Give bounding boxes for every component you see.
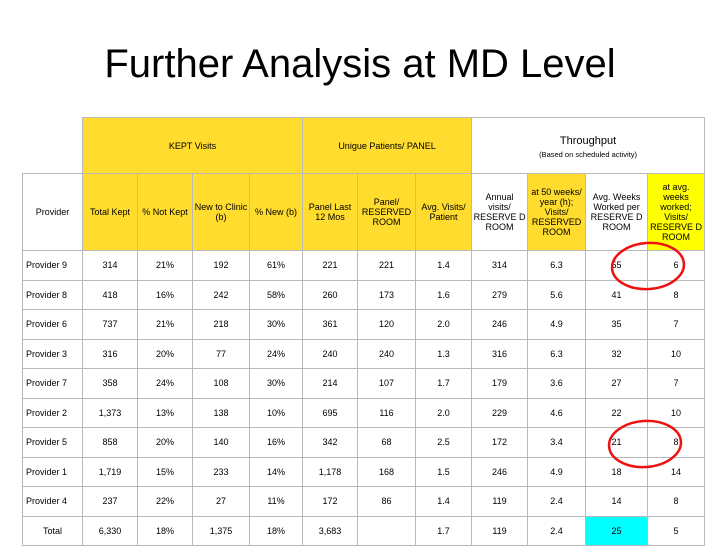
table-cell: 116 (358, 398, 416, 428)
group-throughput (472, 118, 705, 174)
table-cell: 1,178 (303, 457, 358, 487)
table-cell: 41 (586, 280, 648, 310)
col-header-pct-not-kept: % Not Kept (138, 174, 193, 251)
table-cell: 342 (303, 428, 358, 458)
table-cell: 737 (83, 310, 138, 340)
table-cell: 13% (138, 398, 193, 428)
table-cell: 20% (138, 428, 193, 458)
table-cell: 168 (358, 457, 416, 487)
table-cell: 61% (250, 251, 303, 281)
table-cell: 24% (138, 369, 193, 399)
throughput-title: Throughput (559, 134, 617, 147)
table-cell: 4.9 (528, 457, 586, 487)
table-cell: 7 (648, 369, 705, 399)
table-cell: 233 (193, 457, 250, 487)
table-row (23, 428, 705, 458)
total-cell: 18% (250, 516, 303, 546)
table-cell: 22 (586, 398, 648, 428)
table-cell: 18 (586, 457, 648, 487)
col-header-at-avg-weeks: at avg. weeks worked; Visits/ RESERVE D ROOM (648, 174, 705, 251)
table-cell: 218 (193, 310, 250, 340)
table-cell: 3.6 (528, 369, 586, 399)
group-unique-patients-panel: Unigue Patients/ PANEL (303, 118, 472, 174)
total-cell: 1,375 (193, 516, 250, 546)
table-cell: 4.9 (528, 310, 586, 340)
provider-cell: Provider 9 (23, 251, 83, 281)
table-cell: 68 (358, 428, 416, 458)
table-cell: 6 (648, 251, 705, 281)
table-cell: 240 (358, 339, 416, 369)
analysis-table-wrap (22, 117, 704, 546)
group-header-row (23, 118, 705, 174)
provider-cell: Provider 5 (23, 428, 83, 458)
table-cell: 120 (358, 310, 416, 340)
table-cell: 8 (648, 280, 705, 310)
table-cell: 2.0 (416, 398, 472, 428)
table-row (23, 310, 705, 340)
table-cell: 21% (138, 251, 193, 281)
col-header-panel-last-12: Panel Last 12 Mos (303, 174, 358, 251)
table-cell: 14 (586, 487, 648, 517)
table-cell: 6.3 (528, 251, 586, 281)
col-header-annual-visits: Annual visits/ RESERVE D ROOM (472, 174, 528, 251)
table-cell: 240 (303, 339, 358, 369)
provider-cell: Provider 8 (23, 280, 83, 310)
table-cell: 21% (138, 310, 193, 340)
table-cell: 86 (358, 487, 416, 517)
table-cell: 1.4 (416, 487, 472, 517)
table-cell: 172 (303, 487, 358, 517)
table-cell: 14% (250, 457, 303, 487)
table-cell: 108 (193, 369, 250, 399)
table-cell: 221 (303, 251, 358, 281)
throughput-subtitle: (Based on scheduled activity) (539, 149, 638, 159)
table-cell: 16% (138, 280, 193, 310)
table-row (23, 251, 705, 281)
table-cell: 11% (250, 487, 303, 517)
table-cell: 24% (250, 339, 303, 369)
table-cell: 27 (193, 487, 250, 517)
table-cell: 1.6 (416, 280, 472, 310)
corner-cell (23, 118, 83, 174)
table-row (23, 457, 705, 487)
table-cell: 77 (193, 339, 250, 369)
table-cell: 4.6 (528, 398, 586, 428)
table-cell: 1.7 (416, 369, 472, 399)
total-cell: 6,330 (83, 516, 138, 546)
table-cell: 173 (358, 280, 416, 310)
table-cell: 15% (138, 457, 193, 487)
table-row (23, 339, 705, 369)
column-header-row (23, 174, 705, 251)
col-header-provider: Provider (23, 174, 83, 251)
table-cell: 246 (472, 310, 528, 340)
table-cell: 20% (138, 339, 193, 369)
table-row (23, 280, 705, 310)
table-cell: 30% (250, 369, 303, 399)
page-title: Further Analysis at MD Level (104, 42, 616, 86)
col-header-total-kept: Total Kept (83, 174, 138, 251)
table-cell: 27 (586, 369, 648, 399)
table-cell: 1.5 (416, 457, 472, 487)
table-cell: 8 (648, 487, 705, 517)
table-cell: 214 (303, 369, 358, 399)
table-cell: 242 (193, 280, 250, 310)
table-cell: 3.4 (528, 428, 586, 458)
table-cell: 55 (586, 251, 648, 281)
table-cell: 358 (83, 369, 138, 399)
col-header-avg-weeks: Avg. Weeks Worked per RESERVE D ROOM (586, 174, 648, 251)
col-header-new-to-clinic: New to Clinic (b) (193, 174, 250, 251)
table-cell: 2.0 (416, 310, 472, 340)
table-cell: 361 (303, 310, 358, 340)
col-header-avg-visits: Avg. Visits/ Patient (416, 174, 472, 251)
table-cell: 316 (83, 339, 138, 369)
provider-cell: Provider 1 (23, 457, 83, 487)
table-cell: 418 (83, 280, 138, 310)
table-cell: 316 (472, 339, 528, 369)
col-header-panel-per-room: Panel/ RESERVED ROOM (358, 174, 416, 251)
total-cell: 1.7 (416, 516, 472, 546)
total-cell: 2.4 (528, 516, 586, 546)
table-cell: 119 (472, 487, 528, 517)
table-cell: 2.5 (416, 428, 472, 458)
col-header-pct-new: % New (b) (250, 174, 303, 251)
analysis-table (22, 117, 705, 546)
total-cell-highlighted: 25 (586, 516, 648, 546)
total-cell: 119 (472, 516, 528, 546)
total-row (23, 516, 705, 546)
table-cell: 1,719 (83, 457, 138, 487)
table-cell: 22% (138, 487, 193, 517)
table-cell: 5.6 (528, 280, 586, 310)
table-cell: 138 (193, 398, 250, 428)
table-cell: 32 (586, 339, 648, 369)
col-header-50-weeks: at 50 weeks/ year (h); Visits/ RESERVED ROOM (528, 174, 586, 251)
total-cell: 18% (138, 516, 193, 546)
table-row (23, 398, 705, 428)
table-row (23, 369, 705, 399)
table-cell: 2.4 (528, 487, 586, 517)
table-cell: 16% (250, 428, 303, 458)
group-kept-visits: KEPT Visits (83, 118, 303, 174)
table-cell: 58% (250, 280, 303, 310)
table-cell: 858 (83, 428, 138, 458)
provider-cell: Provider 6 (23, 310, 83, 340)
table-cell: 10% (250, 398, 303, 428)
table-cell: 179 (472, 369, 528, 399)
table-cell: 107 (358, 369, 416, 399)
table-cell: 172 (472, 428, 528, 458)
table-cell: 246 (472, 457, 528, 487)
total-cell (358, 516, 416, 546)
table-cell: 314 (83, 251, 138, 281)
table-cell: 140 (193, 428, 250, 458)
provider-cell: Provider 2 (23, 398, 83, 428)
table-cell: 10 (648, 339, 705, 369)
table-cell: 192 (193, 251, 250, 281)
table-cell: 260 (303, 280, 358, 310)
table-cell: 1.3 (416, 339, 472, 369)
table-cell: 10 (648, 398, 705, 428)
table-cell: 1,373 (83, 398, 138, 428)
table-cell: 7 (648, 310, 705, 340)
table-cell: 21 (586, 428, 648, 458)
provider-cell: Provider 4 (23, 487, 83, 517)
total-label: Total (23, 516, 83, 546)
table-cell: 695 (303, 398, 358, 428)
table-cell: 35 (586, 310, 648, 340)
total-cell: 3,683 (303, 516, 358, 546)
table-cell: 314 (472, 251, 528, 281)
table-cell: 14 (648, 457, 705, 487)
table-cell: 8 (648, 428, 705, 458)
table-cell: 6.3 (528, 339, 586, 369)
table-cell: 279 (472, 280, 528, 310)
table-cell: 237 (83, 487, 138, 517)
provider-cell: Provider 3 (23, 339, 83, 369)
provider-cell: Provider 7 (23, 369, 83, 399)
total-cell: 5 (648, 516, 705, 546)
table-cell: 229 (472, 398, 528, 428)
table-row (23, 487, 705, 517)
table-cell: 1.4 (416, 251, 472, 281)
table-cell: 30% (250, 310, 303, 340)
table-cell: 221 (358, 251, 416, 281)
